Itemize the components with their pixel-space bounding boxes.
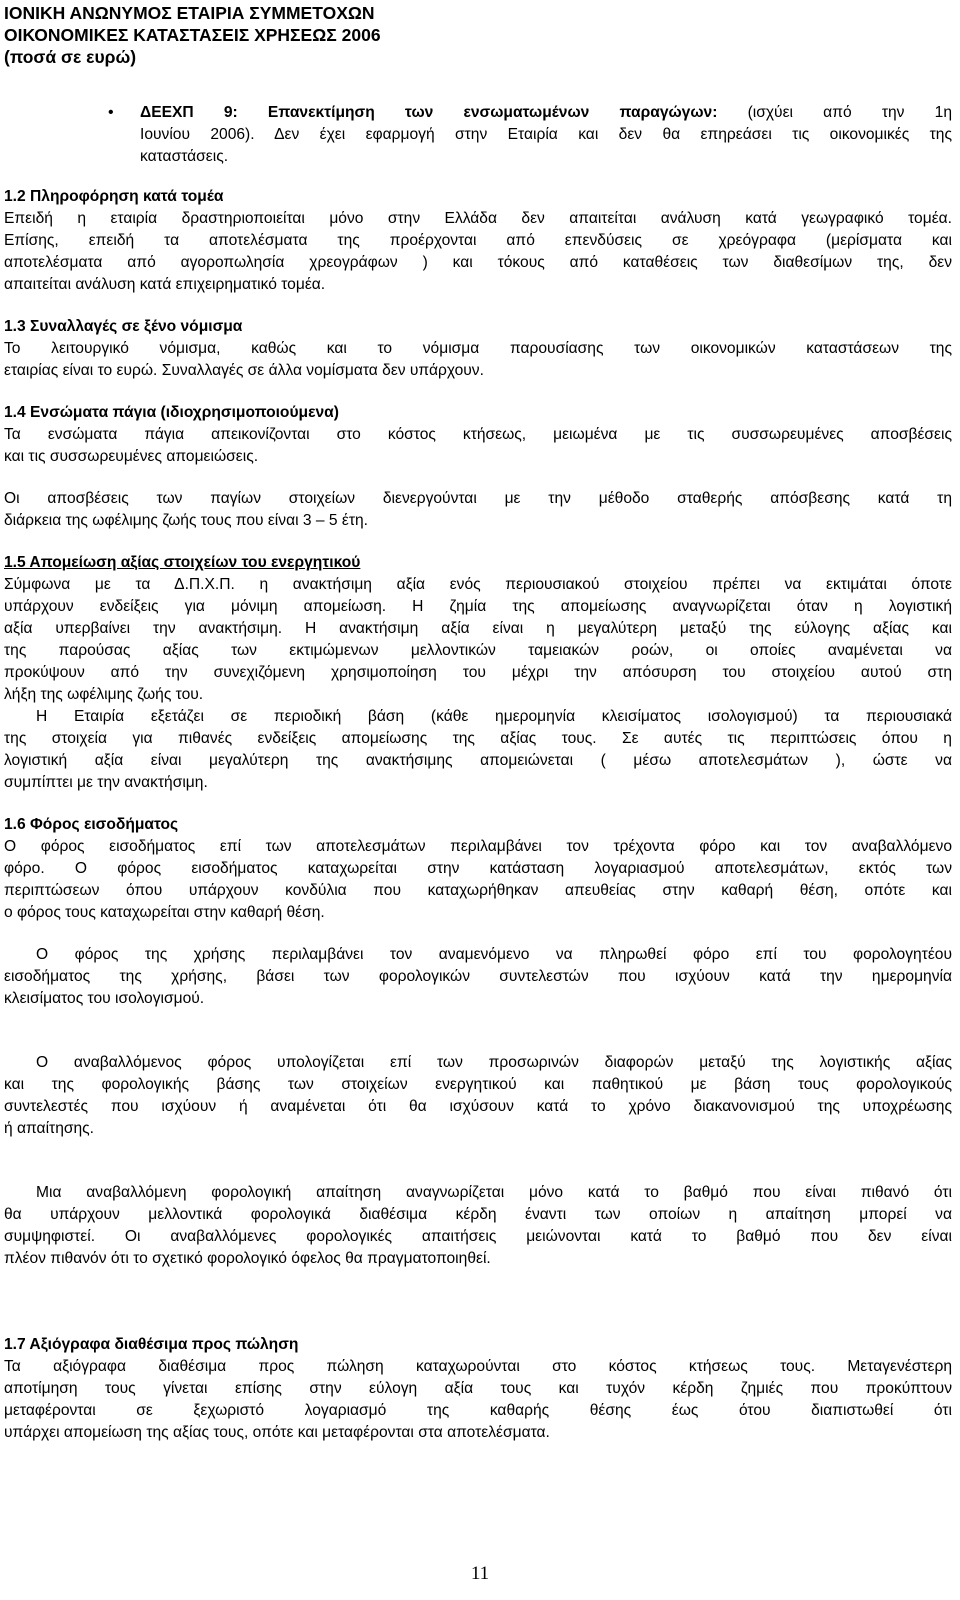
bullet-icon: • (108, 104, 114, 121)
bullet-bold-text: ΔΕΕΧΠ 9: Επανεκτίμηση των ενσωματωμένων παραγώγων: (140, 104, 718, 121)
section-1-6-p2-line: εισοδήματος της χρήσης, βάσει των φορολογικών συντελεστών που ισχύουν κατά την ημερομηνία (4, 968, 952, 985)
section-1-4-line: Τα ενσώματα πάγια απεικονίζονται στο κόστος κτήσεως, μειωμένα με τις συσσωρευμένες αποσβέσεις (4, 426, 952, 443)
bullet-line-1 (140, 102, 952, 124)
section-1-3-heading: 1.3 Συναλλαγές σε ξένο νόμισμα (4, 318, 243, 335)
section-1-5-line: αξία υπερβαίνει την ανακτήσιμη. Η ανακτήσιμη αξία είναι η μεγαλύτερη μεταξύ της εύλογης αξίας και (4, 620, 952, 637)
section-1-3-line: εταιρίας είναι το ευρώ. Συναλλαγές σε άλλα νομίσματα δεν υπάρχουν. (4, 362, 484, 379)
section-1-5-line: της παρούσας αξίας των εκτιμώμενων μελλοντικών ταμειακών ροών, οι οποίες αναμένεται να (4, 642, 952, 659)
section-1-7-heading: 1.7 Αξιόγραφα διαθέσιμα προς πώληση (4, 1336, 299, 1353)
bullet-line-3: καταστάσεις. (140, 148, 229, 165)
bullet-line-1-rest: (ισχύει από την 1η (717, 104, 952, 121)
section-1-6-p1-line: περιπτώσεων όπου υπάρχουν κονδύλια που καταχωρήθηκαν απευθείας στην καθαρή θέση, οπότε και (4, 882, 952, 899)
section-1-2-heading: 1.2 Πληροφόρηση κατά τομέα (4, 188, 224, 205)
section-1-7-line: αποτίμηση τους γίνεται επίσης στην εύλογη αξία τους και τυχόν κέρδη ζημιές που προκύπτουν (4, 1380, 952, 1397)
section-1-5-line: λογιστική αξία είναι μεγαλύτερη της ανακτήσιμης απομειώνεται ( μέσω αποτελεσμάτων ), ώστε να (4, 752, 952, 769)
section-1-6-p3-line: ή απαίτησης. (4, 1120, 95, 1137)
section-1-4-para2-line: Οι αποσβέσεις των παγίων στοιχείων διενεργούνται με την μέθοδο σταθερής απόσβεσης κατά τη (4, 490, 952, 507)
section-1-6-p4-line: συμψηφιστεί. Οι αναβαλλόμενες φορολογικές απαιτήσεις μειώνονται κατά το βαθμό που δεν είναι (4, 1228, 952, 1245)
section-1-7-line: Τα αξιόγραφα διαθέσιμα προς πώληση καταχωρούνται στο κόστος κτήσεως τους. Μεταγενέστερη (4, 1358, 952, 1375)
section-1-6-p1-line: Ο φόρος εισοδήματος επί των αποτελεσμάτων περιλαμβάνει τον τρέχοντα φόρο και τον αναβαλλόμενο (4, 838, 952, 855)
section-1-2-line: Επίσης, επειδή τα αποτελέσματα της προέρχονται από επενδύσεις σε χρεόγραφα (μερίσματα και (4, 232, 952, 249)
statements-title: ΟΙΚΟΝΟΜΙΚΕΣ ΚΑΤΑΣΤΑΣΕΙΣ ΧΡΗΣΕΩΣ 2006 (4, 25, 381, 45)
section-1-6-p4-line: πλέον πιθανόν ότι το σχετικό φορολογικό όφελος θα πραγματοποιηθεί. (4, 1250, 491, 1267)
section-1-6-p3-line: και της φορολογικής βάσης των στοιχείων ενεργητικού και παθητικού με βάση τους φορολογικούς (4, 1076, 952, 1093)
section-1-6-heading: 1.6 Φόρος εισοδήματος (4, 816, 179, 833)
section-1-4-heading: 1.4 Ενσώματα πάγια (ιδιοχρησιμοποιούμενα) (4, 404, 339, 421)
section-1-6-p2-line: κλεισίματος του ισολογισμού. (4, 990, 205, 1007)
section-1-5-line: λήξη της ωφέλιμης ζωής του. (4, 686, 204, 703)
section-1-5-line: συμπίπτει με την ανακτήσιμη. (4, 774, 208, 791)
section-1-4-line: και τις συσσωρευμένες απομειώσεις. (4, 448, 259, 465)
section-1-5-heading: 1.5 Απομείωση αξίας στοιχείων του ενεργητικού (4, 554, 361, 571)
section-1-2-line: απαιτείται ανάλυση κατά επιχειρηματικό τομέα. (4, 276, 326, 293)
section-1-5-line: Η Εταιρία εξετάζει σε περιοδική βάση (κάθε ημερομηνία κλεισίματος ισολογισμού) τα περιουσιακά (36, 708, 952, 725)
section-1-5-line: της στοιχεία για πιθανές ενδείξεις απομείωσης της αξίας τους. Σε αυτές τις περιπτώσεις όπου η (4, 730, 952, 747)
section-1-6-p1-line: ο φόρος τους καταχωρείται στην καθαρή θέση. (4, 904, 325, 921)
page-number: 11 (470, 1563, 490, 1584)
section-1-2-line: Επειδή η εταιρία δραστηριοποιείται μόνο στην Ελλάδα δεν απαιτείται ανάλυση κατά γεωγραφικό τομέα. (4, 210, 952, 227)
section-1-6-p1-line: φόρο. Ο φόρος εισοδήματος καταχωρείται στην κατάσταση λογαριασμού αποτελεσμάτων, εκτός των (4, 860, 952, 877)
section-1-7-line: μεταφέρονται σε ξεχωριστό λογαριασμό της καθαρής θέσης έως ότου διαπιστωθεί ότι (4, 1402, 952, 1419)
company-name: ΙΟΝΙΚΗ ΑΝΩΝΥΜΟΣ ΕΤΑΙΡΙΑ ΣΥΜΜΕΤΟΧΩΝ (4, 3, 375, 23)
section-1-5-line: προκύψουν από την συνεχιζόμενη χρησιμοποίηση του μέχρι την απόσυρση του στοιχείου αυτού στη (4, 664, 952, 681)
section-1-6-p4-line: Μια αναβαλλόμενη φορολογική απαίτηση αναγνωρίζεται μόνο κατά το βαθμό που είναι πιθανό ότι (36, 1184, 952, 1201)
currency-note: (ποσά σε ευρώ) (4, 47, 137, 67)
bullet-line-2: Ιουνίου 2006). Δεν έχει εφαρμογή στην Εταιρία και δεν θα επηρεάσει τις οικονομικές της (140, 126, 952, 143)
section-1-6-p3-line: συντελεστές που ισχύουν ή αναμένεται ότι θα ισχύσουν κατά το χρόνο διακανονισμού της υποχρέωσης (4, 1098, 952, 1115)
section-1-5-line: υπάρχουν ενδείξεις για μόνιμη απομείωση. Η ζημία της απομείωσης αναγνωρίζεται όταν η λογιστική (4, 598, 952, 615)
section-1-6-p2-line: Ο φόρος της χρήσης περιλαμβάνει τον αναμενόμενο να πληρωθεί φόρο επί του φορολογητέου (36, 946, 952, 963)
section-1-6-p4-line: θα υπάρχουν μελλοντικά φορολογικά διαθέσιμα κέρδη έναντι των οποίων η απαίτηση μπορεί να (4, 1206, 952, 1223)
section-1-5-line: Σύμφωνα με τα Δ.Π.Χ.Π. η ανακτήσιμη αξία ενός περιουσιακού στοιχείου πρέπει να εκτιμάται όποτε (4, 576, 952, 593)
section-1-3-line: Το λειτουργικό νόμισμα, καθώς και το νόμισμα παρουσίασης των οικονομικών καταστάσεων της (4, 340, 952, 357)
section-1-6-p3-line: Ο αναβαλλόμενος φόρος υπολογίζεται επί των προσωρινών διαφορών μεταξύ της λογιστικής αξίας (36, 1054, 952, 1071)
section-1-7-line: υπάρχει απομείωση της αξίας τους, οπότε και μεταφέρονται στα αποτελέσματα. (4, 1424, 550, 1441)
section-1-4-para2-line: διάρκεια της ωφέλιμης ζωής τους που είναι 3 – 5 έτη. (4, 512, 369, 529)
section-1-2-line: αποτελέσματα από αγοροπωλησία χρεογράφων ) και τόκους από καταθέσεις των διαθεσίμων της, δεν (4, 254, 952, 271)
